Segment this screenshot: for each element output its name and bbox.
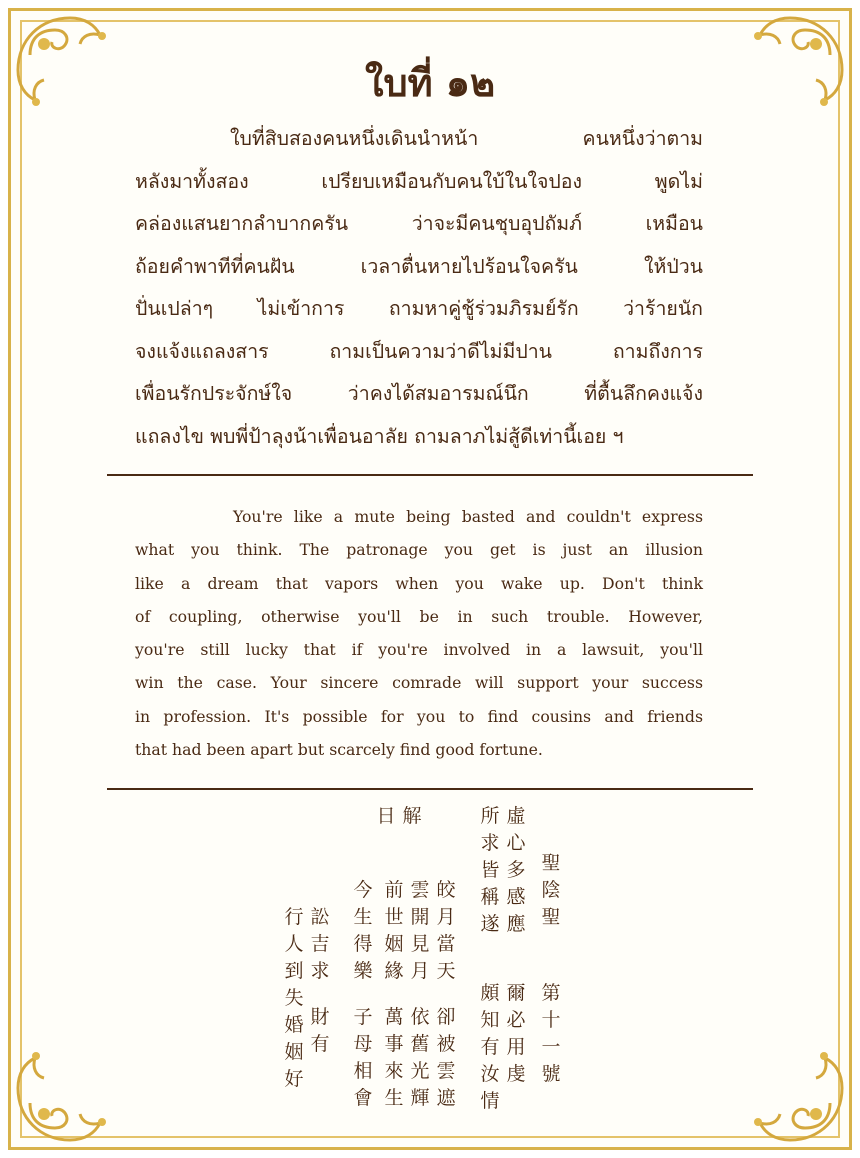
thai-line: คล่องแสนยากลำบากครัน ว่าจะมีคนชุบอุปถัมภ์ เหมือน [135,212,703,235]
ornament-corner-icon [730,1028,850,1148]
thai-line: จงแจ้งแถลงสาร ถามเป็นความว่าดีไม่มีปาน ถามถึงการ [135,339,703,363]
thai-line: ใบที่สิบสองคนหนึ่งเดินนำหน้า คนหนึ่งว่าตาม [230,127,703,150]
chinese-column: 訟吉求 [310,906,330,982]
thai-line: เพื่อนรักประจักษ์ใจ ว่าคงได้สมอารมณ์นึก ที่ตื้นลึกคงแจ้ง [135,382,703,405]
english-translation [135,500,703,766]
chinese-column: 所求皆稱遂 [480,805,500,935]
chinese-column: 聖陰聖 [541,852,561,928]
chinese-column: 解 [402,805,422,827]
thai-verse [135,118,703,458]
chinese-column: 前世姻緣 [384,879,404,982]
english-line: in profession. It's possible for you to find cousins and friends [135,706,703,726]
english-line: You're like a mute being basted and couldn't express [233,507,703,526]
chinese-column: 爾必用虔 [506,982,526,1085]
ornament-corner-icon [10,1028,130,1148]
english-line: of coupling, otherwise you'll be in such trouble. However, [135,606,703,626]
chinese-column: 卻被雲遮 [436,1006,456,1109]
chinese-column: 行人到失婚姻好 [284,906,304,1090]
chinese-column: 皎月當天 [436,879,456,982]
divider [107,788,753,790]
chinese-column: 日 [376,805,396,827]
chinese-column: 萬事來生 [384,1006,404,1109]
chinese-column: 雲開見月 [410,879,430,982]
chinese-column: 依舊光輝 [410,1006,430,1109]
thai-line: ถ้อยคำพาทีที่คนฝัน เวลาตื่นหายไปร้อนใจครัน ให้ป่วน [135,254,703,278]
english-line: that had been apart but scarcely find good fortune. [135,740,543,760]
chinese-column: 多感應 [506,859,526,935]
english-line: like a dream that vapors when you wake up. Don't think [135,573,703,593]
chinese-column: 今生得樂 [353,879,373,982]
chinese-column: 子母相會 [353,1006,373,1109]
page-title: ใบที่ ๑๒ [364,61,496,105]
english-line: what you think. The patronage you get is just an illusion [135,540,703,560]
english-line: you're still lucky that if you're involved in a lawsuit, you'll [135,640,703,660]
divider [107,474,753,476]
chinese-column: 頗知有汝情 [480,982,500,1112]
thai-line: แถลงไข พบพี่ป้าลุงน้าเพื่อนอาลัย ถามลาภไม่สู้ดีเท่านี้เอย ฯ [135,424,624,448]
chinese-column: 虛心 [506,805,526,854]
chinese-column: 第十一號 [541,982,561,1085]
english-line: win the case. Your sincere comrade will support your success [135,673,703,693]
chinese-column: 財有 [310,1006,330,1055]
thai-line: หลังมาทั้งสอง เปรียบเหมือนกับคนใบ้ในใจปอง พูดไม่ [135,169,703,193]
thai-line: ปั่นเปล่าๆ ไม่เข้าการ ถามหาคู่ชู้ร่วมภิรมย์รัก ว่าร้ายนัก [135,297,703,320]
